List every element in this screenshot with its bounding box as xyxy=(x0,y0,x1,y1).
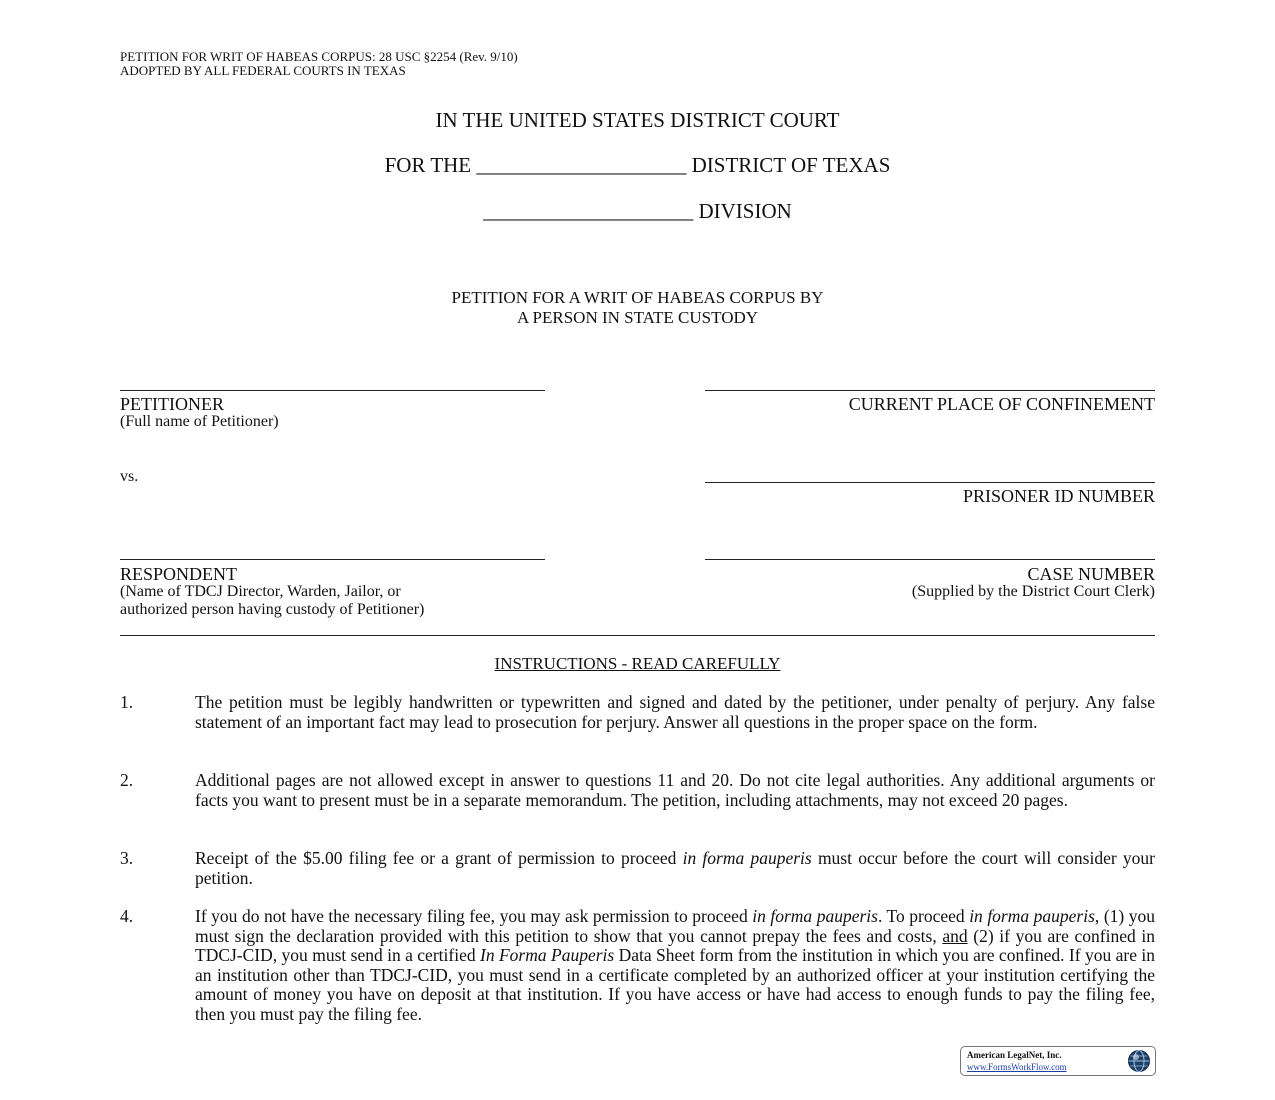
case-number-sublabel: (Supplied by the District Court Clerk) xyxy=(911,583,1155,600)
italic-term: In Forma Pauperis xyxy=(480,945,615,965)
section-divider xyxy=(120,635,1155,636)
petitioner-name-field[interactable] xyxy=(120,390,545,391)
publisher-logo[interactable] xyxy=(960,1046,1156,1076)
district-line: FOR THE ____________________ DISTRICT OF TEXAS xyxy=(384,153,891,177)
text-run: Data Sheet form from the institution in which you are confined. If you are in an institution other than TDCJ-CID, you must send in a certificate completed by an authorized officer at your institution certifying the amount of money you have on deposit at that institution. If you have access or have had access to enough funds to pay the filing fee, then you must pay the filing fee. xyxy=(195,945,1156,1024)
underlined-term: and xyxy=(942,925,968,946)
publisher-name: American LegalNet, Inc. xyxy=(967,1050,1062,1060)
case-number-label: CASE NUMBER xyxy=(1027,564,1155,584)
respondent-sublabel-1: (Name of TDCJ Director, Warden, Jailor, or xyxy=(120,583,401,600)
text-run: Receipt of the $5.00 filing fee or a grant of permission to proceed xyxy=(195,848,683,868)
adopted-line: ADOPTED BY ALL FEDERAL COURTS IN TEXAS xyxy=(120,63,406,78)
petition-title-line2: A PERSON IN STATE CUSTODY xyxy=(516,308,759,327)
petitioner-sublabel: (Full name of Petitioner) xyxy=(120,413,279,430)
instruction-number: 1. xyxy=(120,692,134,712)
confinement-label: CURRENT PLACE OF CONFINEMENT xyxy=(848,394,1155,414)
text-run: must occur before the court will consider your petition. xyxy=(195,848,1155,888)
globe-icon xyxy=(1127,1049,1151,1073)
respondent-label: RESPONDENT xyxy=(120,564,238,584)
text-run: If you do not have the necessary filing fee, you may ask permission to proceed xyxy=(195,906,753,926)
form-id-line: PETITION FOR WRIT OF HABEAS CORPUS: 28 USC §2254 (Rev. 9/10) xyxy=(120,49,518,64)
petition-title xyxy=(0,288,1275,328)
case-number-field[interactable] xyxy=(705,559,1155,560)
respondent-sublabel-2: authorized person having custody of Petitioner) xyxy=(120,601,425,618)
instruction-number: 3. xyxy=(120,848,134,868)
confinement-field[interactable] xyxy=(705,390,1155,391)
instruction-text: Additional pages are not allowed except in answer to questions 11 and 20. Do not cite legal authorities. Any additional arguments or facts you want to present must be in a separate memorandum. The petition, including attachments, may not exceed 20 pages. xyxy=(195,770,1155,810)
italic-term: in forma pauperis xyxy=(969,906,1095,926)
text-run: . To proceed xyxy=(877,906,970,926)
court-name: IN THE UNITED STATES DISTRICT COURT xyxy=(435,108,840,132)
instruction-number: 4. xyxy=(120,906,134,926)
form-header xyxy=(120,50,518,78)
italic-term: in forma pauperis xyxy=(752,906,878,926)
text-run: , (1) you must sign the declaration provided with this petition to show that you cannot prepay the fees and costs, xyxy=(195,906,1156,946)
italic-term: in forma pauperis xyxy=(682,848,812,868)
vs-label: vs. xyxy=(120,468,139,485)
instruction-text: The petition must be legibly handwritten or typewritten and signed and dated by the petitioner, under penalty of perjury. Any false statement of an important fact may lead to prosecution for perjury. Answer all questions in the proper space on the form. xyxy=(195,692,1155,732)
instruction-item-2 xyxy=(120,771,1155,810)
text-run: (2) if you are confined in TDCJ-CID, you must send in a certified xyxy=(195,925,1155,965)
instruction-item-3 xyxy=(120,849,1155,888)
instructions-heading-text: INSTRUCTIONS - READ CAREFULLY xyxy=(494,654,781,673)
prisoner-id-field[interactable] xyxy=(705,482,1155,483)
instruction-item-4 xyxy=(120,907,1155,1024)
petitioner-label: PETITIONER xyxy=(120,394,224,414)
respondent-name-field[interactable] xyxy=(120,559,545,560)
instruction-text xyxy=(195,849,1155,888)
instruction-text xyxy=(195,907,1155,1024)
instructions-heading xyxy=(0,654,1275,674)
publisher-url[interactable]: www.FormsWorkFlow.com xyxy=(967,1062,1067,1072)
instruction-number: 2. xyxy=(120,770,134,790)
division-line: ____________________ DIVISION xyxy=(483,199,792,223)
instruction-item-1 xyxy=(120,693,1155,732)
petition-title-line1: PETITION FOR A WRIT OF HABEAS CORPUS BY xyxy=(451,288,824,307)
prisoner-id-label: PRISONER ID NUMBER xyxy=(962,486,1155,506)
